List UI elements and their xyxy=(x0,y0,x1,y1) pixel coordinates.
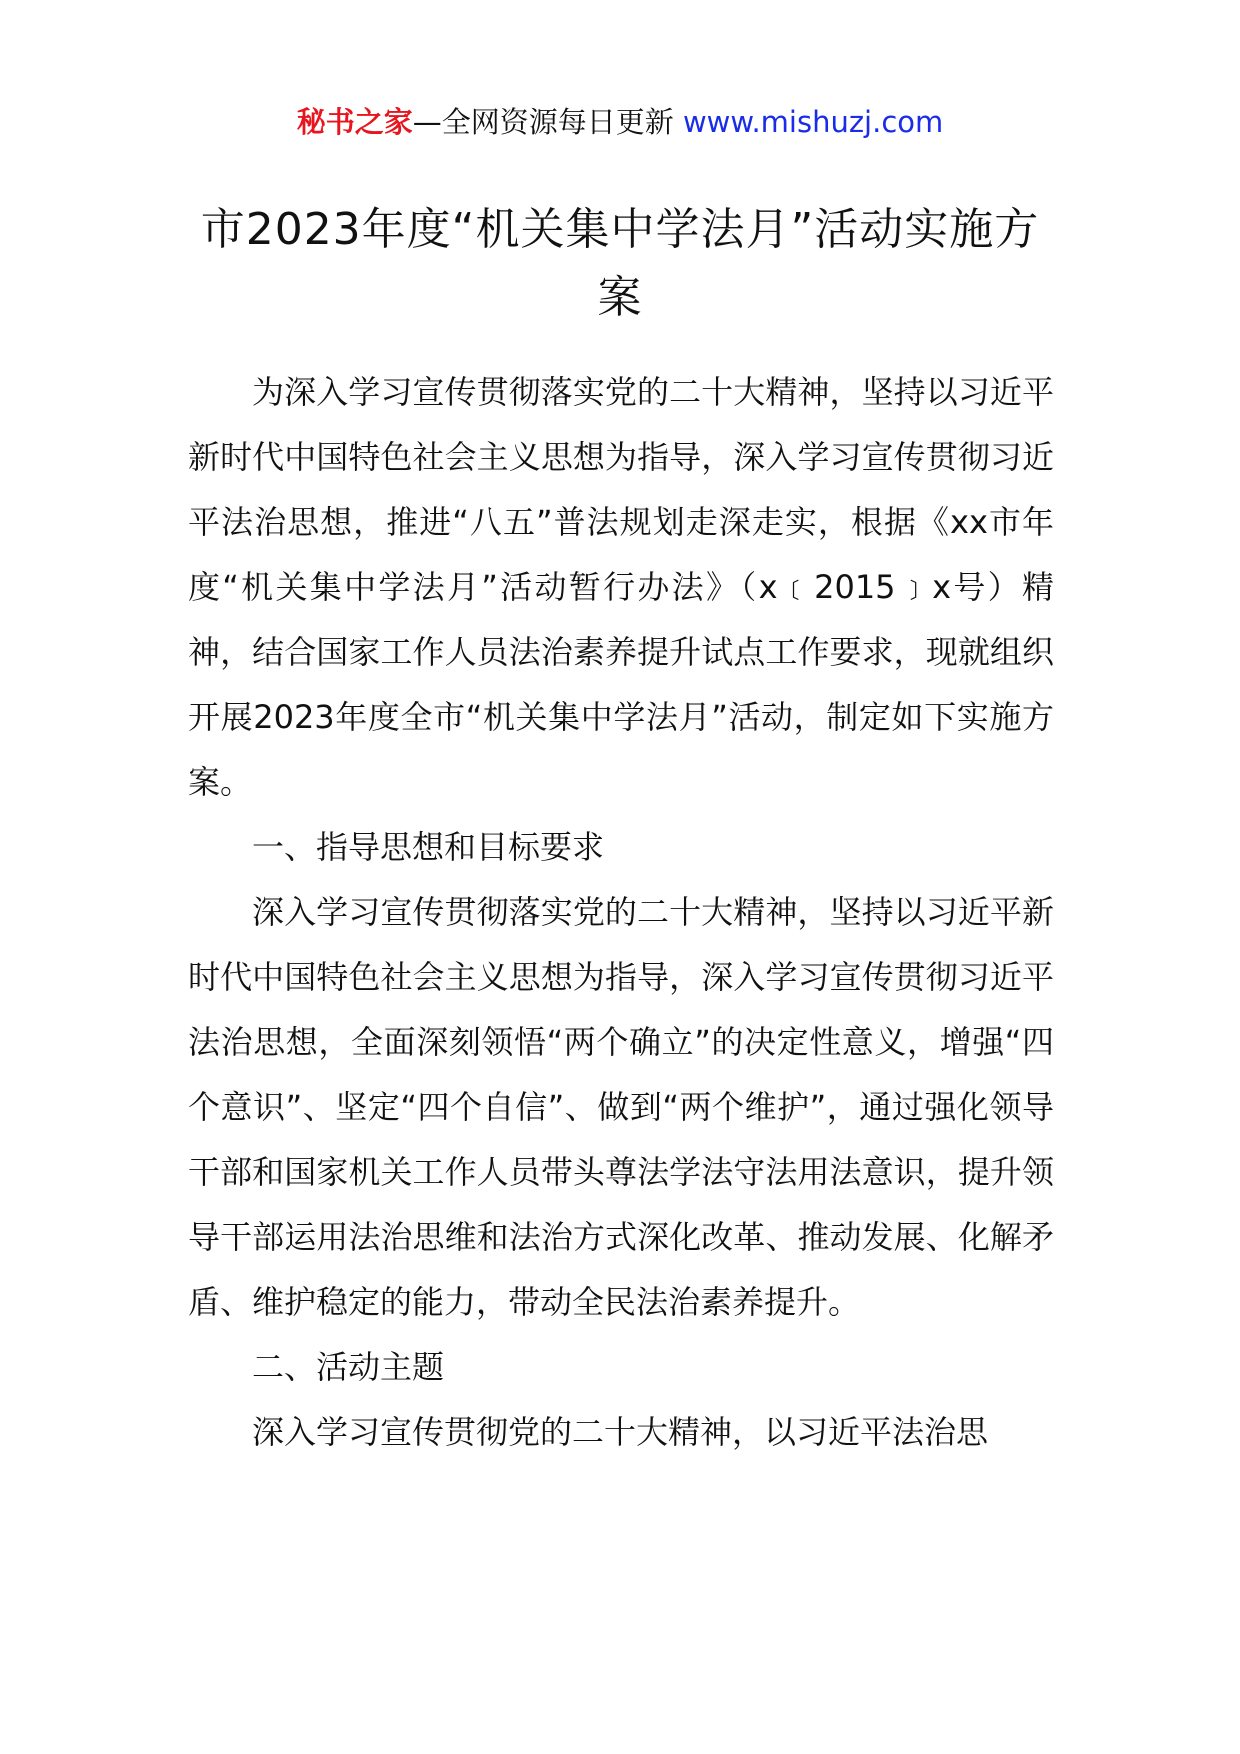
brand-name: 秘书之家 xyxy=(296,105,413,139)
section-paragraph-1: 深入学习宣传贯彻落实党的二十大精神，坚持以习近平新时代中国特色社会主义思想为指导，深入学习宣传贯彻习近平法治思想，全面深刻领悟“两个确立”的决定性意义，增强“四个意识”、坚定“四个自信”、做到“两个维护”，通过强化领导干部和国家机关工作人员带头尊法学法守法用法意识，提升领导干部运用法治思维和法治方式深化改革、推动发展、化解矛盾、维护稳定的能力，带动全民法治素养提升。 xyxy=(188,893,1054,1321)
document-title: 市2023年度“机关集中学法月”活动实施方案 xyxy=(200,204,1040,323)
section-paragraph-2: 深入学习宣传贯彻党的二十大精神，以习近平法治思 xyxy=(252,1413,989,1451)
site-url[interactable]: www.mishuzj.com xyxy=(682,105,944,139)
section-heading-2: 二、活动主题 xyxy=(252,1348,445,1386)
document-body xyxy=(188,360,1054,1465)
section-heading-1: 一、指导思想和目标要求 xyxy=(252,828,605,866)
site-header xyxy=(0,100,1240,144)
intro-paragraph: 为深入学习宣传贯彻落实党的二十大精神，坚持以习近平新时代中国特色社会主义思想为指导，深入学习宣传贯彻习近平法治思想，推进“八五”普法规划走深走实，根据《xx市年度“机关集中学法月”活动暂行办法》（x﹝2015﹞x号）精神，结合国家工作人员法治素养提升试点工作要求，现就组织开展2023年度全市“机关集中学法月”活动，制定如下实施方案。 xyxy=(188,373,1054,801)
site-tagline: —全网资源每日更新 xyxy=(412,105,683,139)
